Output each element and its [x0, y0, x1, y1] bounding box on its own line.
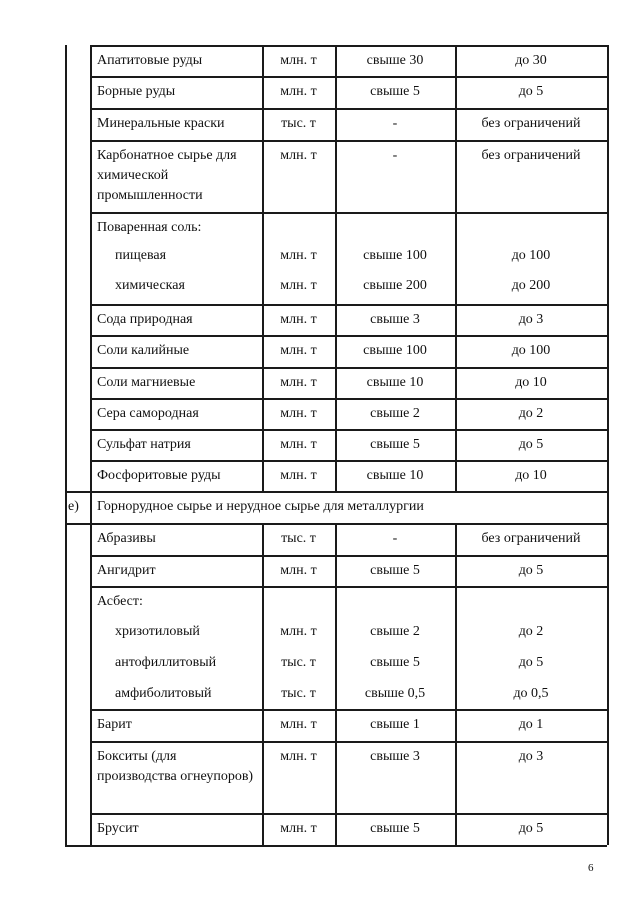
row-unit: млн. т [280, 717, 317, 732]
row-name: хризотиловый [115, 624, 200, 639]
row-name: Асбест: [97, 594, 143, 609]
row-unit: млн. т [280, 312, 317, 327]
row-limit-up-to: до 5 [518, 437, 544, 452]
row-name: Сера самородная [97, 406, 199, 421]
table-horizontal-rule [90, 398, 607, 400]
row-name: Сода природная [97, 312, 193, 327]
row-unit: млн. т [280, 624, 317, 639]
row-unit: млн. т [280, 278, 317, 293]
row-limit-up-to: до 5 [518, 821, 544, 836]
row-name: Сульфат натрия [97, 437, 191, 452]
row-limit-above: свыше 5 [370, 84, 420, 99]
row-name: химическая [115, 278, 185, 293]
row-name: Ангидрит [97, 563, 156, 578]
row-limit-above: свыше 3 [370, 749, 420, 764]
section-title: Горнорудное сырье и нерудное сырье для металлургии [97, 499, 424, 514]
row-name: Соли калийные [97, 343, 190, 358]
table-vertical-rule [65, 45, 67, 845]
row-limit-above: свыше 100 [363, 343, 427, 358]
table-horizontal-rule [90, 709, 607, 711]
row-limit-up-to: до 1 [518, 717, 544, 732]
row-unit: тыс. т [281, 531, 316, 546]
row-name: Борные руды [97, 84, 176, 99]
row-unit: тыс. т [281, 686, 316, 701]
table-horizontal-rule [90, 212, 607, 214]
row-limit-above: свыше 10 [366, 375, 424, 390]
table-horizontal-rule [90, 586, 607, 588]
row-unit: млн. т [280, 563, 317, 578]
page-number: 6 [588, 862, 594, 874]
row-unit: млн. т [280, 468, 317, 483]
row-name: Бокситы (для производства огнеупоров) [97, 749, 254, 784]
row-limit-above: - [392, 116, 398, 131]
table-horizontal-rule [90, 555, 607, 557]
section-label: е) [68, 499, 79, 514]
row-name: Карбонатное сырье для химической промышленности [97, 148, 237, 203]
row-unit: млн. т [280, 343, 317, 358]
row-name: пищевая [115, 248, 167, 263]
row-unit: тыс. т [281, 655, 316, 670]
row-name: Барит [97, 717, 132, 732]
table-horizontal-rule [65, 845, 607, 847]
row-limit-up-to: до 100 [511, 343, 551, 358]
row-limit-above: свыше 5 [370, 563, 420, 578]
row-limit-above: свыше 1 [370, 717, 420, 732]
row-limit-above: - [392, 148, 398, 163]
row-unit: млн. т [280, 248, 317, 263]
table-horizontal-rule [90, 367, 607, 369]
row-limit-above: свыше 2 [370, 406, 420, 421]
row-limit-above: свыше 30 [366, 53, 424, 68]
row-name: Соли магниевые [97, 375, 196, 390]
table-horizontal-rule [90, 304, 607, 306]
table-vertical-rule [262, 45, 264, 491]
row-unit: тыс. т [281, 116, 316, 131]
row-limit-up-to: до 5 [518, 563, 544, 578]
table-horizontal-rule [90, 45, 607, 47]
row-unit: млн. т [280, 821, 317, 836]
table-horizontal-rule [90, 140, 607, 142]
row-limit-above: свыше 0,5 [364, 686, 426, 701]
row-limit-up-to: до 3 [518, 312, 544, 327]
table-vertical-rule [607, 45, 609, 845]
row-limit-above: свыше 200 [363, 278, 427, 293]
table-vertical-rule [335, 45, 337, 491]
row-unit: млн. т [280, 406, 317, 421]
table-horizontal-rule [90, 429, 607, 431]
row-name: Поваренная соль: [97, 220, 202, 235]
table-horizontal-rule [65, 523, 607, 525]
row-limit-up-to: до 2 [518, 624, 544, 639]
row-limit-above: свыше 3 [370, 312, 420, 327]
row-limit-above: свыше 100 [363, 248, 427, 263]
table-horizontal-rule [90, 460, 607, 462]
row-name: Брусит [97, 821, 139, 836]
row-unit: млн. т [280, 749, 317, 764]
row-name: Фосфоритовые руды [97, 468, 221, 483]
row-limit-up-to: до 2 [518, 406, 544, 421]
table-horizontal-rule [90, 335, 607, 337]
table-horizontal-rule [90, 108, 607, 110]
row-limit-up-to: до 5 [518, 84, 544, 99]
row-unit: млн. т [280, 437, 317, 452]
row-limit-up-to: без ограничений [481, 148, 581, 163]
row-name: Абразивы [97, 531, 156, 546]
table-horizontal-rule [90, 76, 607, 78]
row-limit-up-to: до 10 [515, 375, 547, 390]
row-limit-above: - [392, 531, 398, 546]
row-limit-up-to: до 100 [511, 248, 551, 263]
table-vertical-rule [455, 45, 457, 491]
row-name: антофиллитовый [115, 655, 217, 670]
row-limit-above: свыше 5 [370, 821, 420, 836]
row-limit-up-to: без ограничений [481, 531, 581, 546]
row-unit: млн. т [280, 84, 317, 99]
row-limit-up-to: до 5 [518, 655, 544, 670]
row-unit: млн. т [280, 148, 317, 163]
row-unit: млн. т [280, 53, 317, 68]
row-unit: млн. т [280, 375, 317, 390]
table-vertical-rule [90, 45, 92, 845]
row-limit-up-to: до 0,5 [513, 686, 549, 701]
row-limit-above: свыше 5 [370, 655, 420, 670]
row-limit-above: свыше 10 [366, 468, 424, 483]
row-limit-up-to: до 200 [511, 278, 551, 293]
row-limit-up-to: до 10 [515, 468, 547, 483]
table-horizontal-rule [90, 741, 607, 743]
row-name: Апатитовые руды [97, 53, 203, 68]
row-limit-above: свыше 5 [370, 437, 420, 452]
table-horizontal-rule [65, 491, 607, 493]
table-horizontal-rule [90, 813, 607, 815]
row-name: Минеральные краски [97, 116, 225, 131]
row-limit-up-to: без ограничений [481, 116, 581, 131]
row-name: амфиболитовый [115, 686, 212, 701]
row-limit-up-to: до 30 [515, 53, 547, 68]
row-limit-above: свыше 2 [370, 624, 420, 639]
row-limit-up-to: до 3 [518, 749, 544, 764]
